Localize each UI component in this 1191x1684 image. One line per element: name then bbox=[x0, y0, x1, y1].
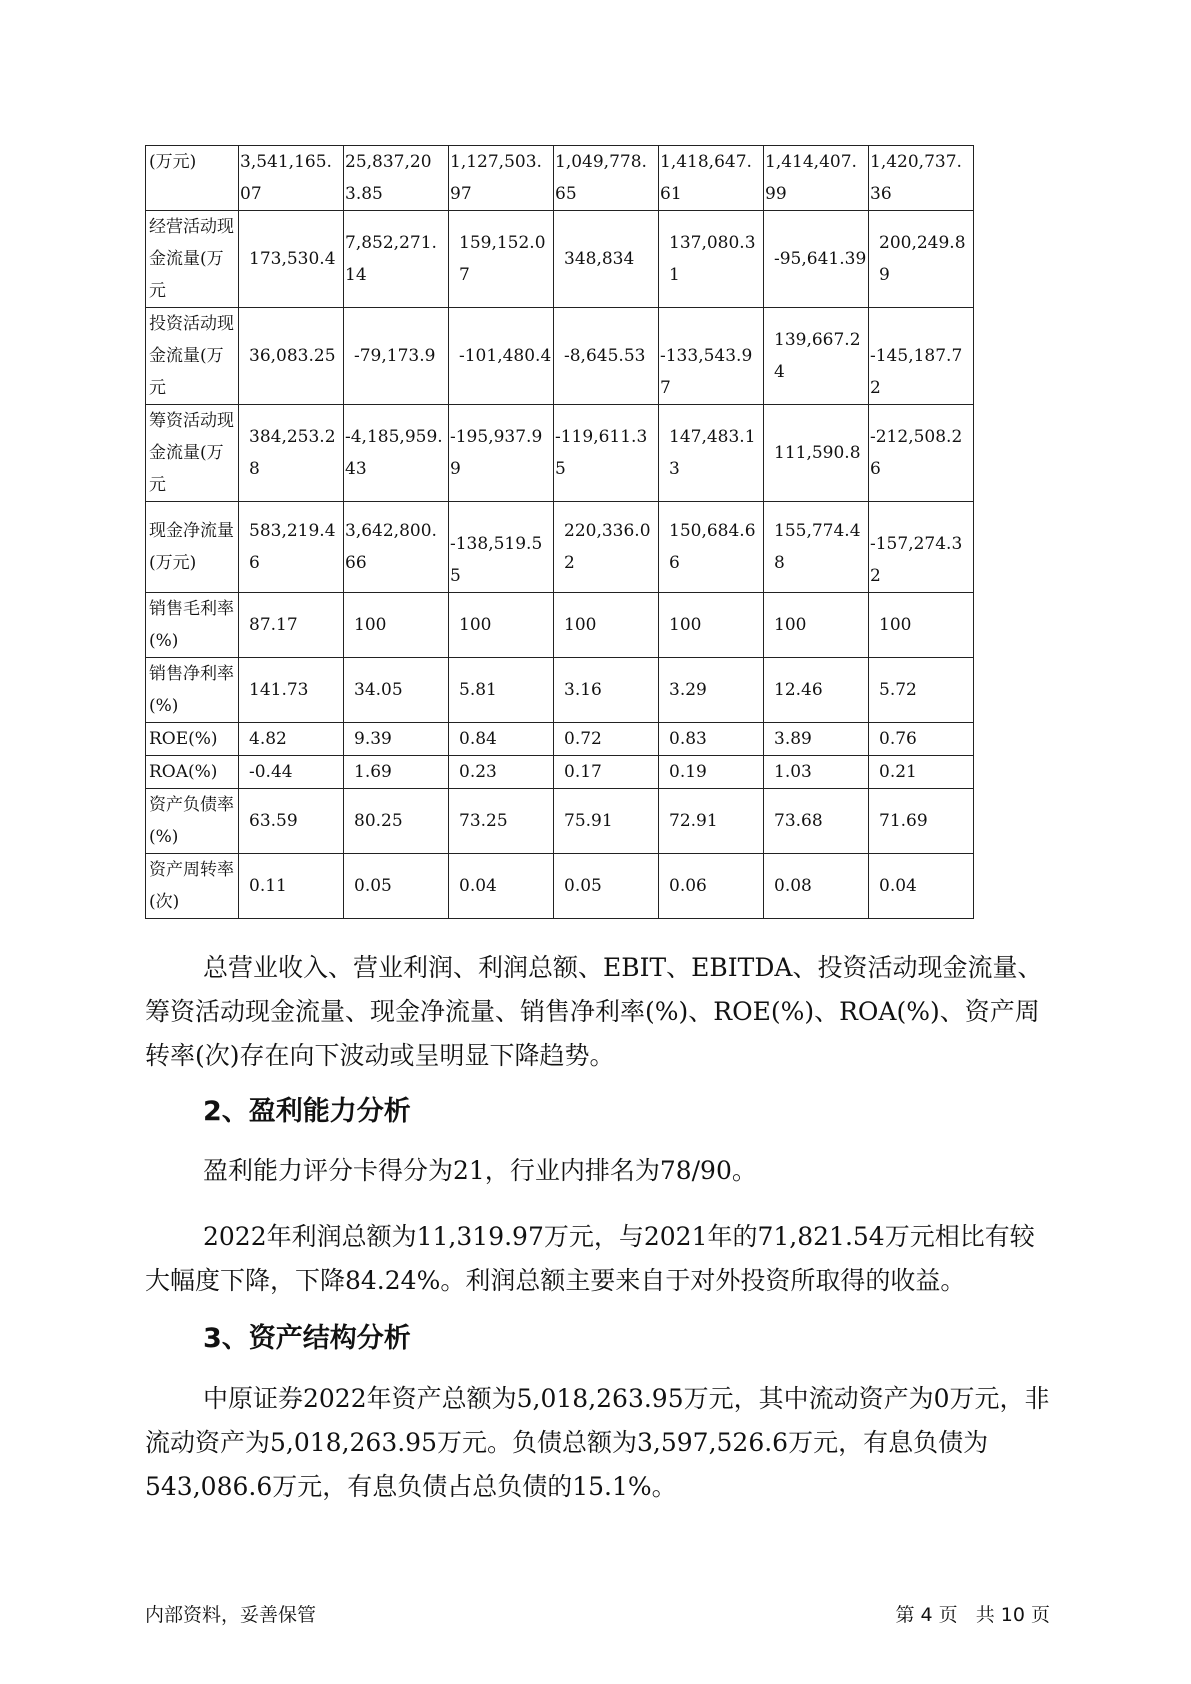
table-cell: -195,937.99 bbox=[449, 405, 554, 502]
table-row bbox=[146, 593, 974, 658]
table-cell: 1,420,737.36 bbox=[869, 146, 974, 211]
table-cell: 4.82 bbox=[239, 723, 344, 756]
table-cell: 72.91 bbox=[659, 789, 764, 854]
asset-detail-paragraph: 中原证券2022年资产总额为5,018,263.95万元，其中流动资产为0万元，非流动资产为5,018,263.95万元。负债总额为3,597,526.6万元，有息负债为543,086.6万元，有息负债占总负债的15.1%。 bbox=[145, 1384, 1050, 1501]
table-cell: 348,834 bbox=[554, 211, 659, 308]
table-cell: 0.83 bbox=[659, 723, 764, 756]
table-cell: 200,249.89 bbox=[869, 211, 974, 308]
table-cell: -79,173.9 bbox=[344, 308, 449, 405]
table-row bbox=[146, 405, 974, 502]
row-label: 筹资活动现金流量(万元 bbox=[146, 405, 239, 502]
row-label: ROA(%) bbox=[146, 756, 239, 789]
table-cell: -4,185,959.43 bbox=[344, 405, 449, 502]
table-cell: 100 bbox=[344, 593, 449, 658]
table-cell: 0.19 bbox=[659, 756, 764, 789]
table-cell: 0.21 bbox=[869, 756, 974, 789]
row-label: 投资活动现金流量(万元 bbox=[146, 308, 239, 405]
row-label: 资产负债率(%) bbox=[146, 789, 239, 854]
table-cell: -8,645.53 bbox=[554, 308, 659, 405]
table-row bbox=[146, 854, 974, 919]
row-label: 销售毛利率(%) bbox=[146, 593, 239, 658]
table-row bbox=[146, 211, 974, 308]
table-cell: 71.69 bbox=[869, 789, 974, 854]
table-cell: 0.05 bbox=[344, 854, 449, 919]
table-cell: 0.08 bbox=[764, 854, 869, 919]
table-cell: -133,543.97 bbox=[659, 308, 764, 405]
table-cell: 384,253.28 bbox=[239, 405, 344, 502]
row-label: ROE(%) bbox=[146, 723, 239, 756]
table-cell: 0.11 bbox=[239, 854, 344, 919]
table-row bbox=[146, 146, 974, 211]
table-cell: 12.46 bbox=[764, 658, 869, 723]
table-cell: 0.76 bbox=[869, 723, 974, 756]
table-cell: 73.68 bbox=[764, 789, 869, 854]
row-label: 现金净流量(万元) bbox=[146, 502, 239, 593]
table-cell: 0.04 bbox=[869, 854, 974, 919]
table-cell: 100 bbox=[554, 593, 659, 658]
table-cell: 141.73 bbox=[239, 658, 344, 723]
table-cell: 5.72 bbox=[869, 658, 974, 723]
table-cell: -0.44 bbox=[239, 756, 344, 789]
table-cell: 583,219.46 bbox=[239, 502, 344, 593]
table-cell: 139,667.24 bbox=[764, 308, 869, 405]
table-cell: -157,274.32 bbox=[869, 502, 974, 593]
table-cell: 1,418,647.61 bbox=[659, 146, 764, 211]
table-cell: 3,541,165.07 bbox=[239, 146, 344, 211]
row-label: (万元) bbox=[146, 146, 239, 211]
table-cell: 25,837,203.85 bbox=[344, 146, 449, 211]
table-cell: 0.17 bbox=[554, 756, 659, 789]
table-cell: 0.72 bbox=[554, 723, 659, 756]
table-cell: 3.16 bbox=[554, 658, 659, 723]
trend-paragraph: 总营业收入、营业利润、利润总额、EBIT、EBITDA、投资活动现金流量、筹资活动现金流量、现金净流量、销售净利率(%)、ROE(%)、ROA(%)、资产周转率(次)存在向下波动或呈明显下降趋势。 bbox=[145, 953, 1043, 1070]
table-cell: 87.17 bbox=[239, 593, 344, 658]
row-label: 销售净利率(%) bbox=[146, 658, 239, 723]
table-row bbox=[146, 658, 974, 723]
table-cell: 7,852,271.14 bbox=[344, 211, 449, 308]
profit-score-paragraph: 盈利能力评分卡得分为21，行业内排名为78/90。 bbox=[203, 1156, 757, 1185]
table-cell: 0.05 bbox=[554, 854, 659, 919]
table-cell: -101,480.4 bbox=[449, 308, 554, 405]
table-cell: 0.84 bbox=[449, 723, 554, 756]
table-cell: 1,049,778.65 bbox=[554, 146, 659, 211]
table-cell: 100 bbox=[659, 593, 764, 658]
table-cell: 147,483.13 bbox=[659, 405, 764, 502]
table-cell: 159,152.07 bbox=[449, 211, 554, 308]
table-cell: 0.23 bbox=[449, 756, 554, 789]
table-row bbox=[146, 308, 974, 405]
table-cell: 150,684.66 bbox=[659, 502, 764, 593]
table-cell: 100 bbox=[449, 593, 554, 658]
table-cell: -138,519.55 bbox=[449, 502, 554, 593]
table-cell: 73.25 bbox=[449, 789, 554, 854]
table-cell: 173,530.4 bbox=[239, 211, 344, 308]
footer-confidential-note: 内部资料，妥善保管 bbox=[145, 1604, 317, 1626]
table-cell: 3,642,800.66 bbox=[344, 502, 449, 593]
table-cell: 80.25 bbox=[344, 789, 449, 854]
table-cell: 3.29 bbox=[659, 658, 764, 723]
table-cell: 1,127,503.97 bbox=[449, 146, 554, 211]
table-cell: 1.03 bbox=[764, 756, 869, 789]
row-label: 资产周转率(次) bbox=[146, 854, 239, 919]
table-cell: -212,508.26 bbox=[869, 405, 974, 502]
table-cell: 100 bbox=[764, 593, 869, 658]
table-cell: 137,080.31 bbox=[659, 211, 764, 308]
table-cell: 75.91 bbox=[554, 789, 659, 854]
table-row bbox=[146, 789, 974, 854]
table-cell: 220,336.02 bbox=[554, 502, 659, 593]
financial-indicators-table bbox=[145, 145, 974, 919]
table-row bbox=[146, 723, 974, 756]
table-row bbox=[146, 502, 974, 593]
table-cell: 155,774.48 bbox=[764, 502, 869, 593]
section-heading-profitability: 2、盈利能力分析 bbox=[203, 1096, 411, 1127]
table-cell: 3.89 bbox=[764, 723, 869, 756]
row-label: 经营活动现金流量(万元 bbox=[146, 211, 239, 308]
table-cell: -145,187.72 bbox=[869, 308, 974, 405]
table-cell: 0.06 bbox=[659, 854, 764, 919]
table-cell: -119,611.35 bbox=[554, 405, 659, 502]
table-cell: 9.39 bbox=[344, 723, 449, 756]
profit-detail-paragraph: 2022年利润总额为11,319.97万元，与2021年的71,821.54万元相比有较大幅度下降，下降84.24%。利润总额主要来自于对外投资所取得的收益。 bbox=[145, 1222, 1035, 1295]
table-cell: 36,083.25 bbox=[239, 308, 344, 405]
table-cell: 100 bbox=[869, 593, 974, 658]
table-cell: 34.05 bbox=[344, 658, 449, 723]
table-row bbox=[146, 756, 974, 789]
table-cell: 5.81 bbox=[449, 658, 554, 723]
table-cell: 0.04 bbox=[449, 854, 554, 919]
table-cell: 63.59 bbox=[239, 789, 344, 854]
table-cell: 1.69 bbox=[344, 756, 449, 789]
footer-page-number: 第 4 页 共 10 页 bbox=[895, 1604, 1050, 1626]
table-cell: 111,590.8 bbox=[764, 405, 869, 502]
table-cell: 1,414,407.99 bbox=[764, 146, 869, 211]
table-cell: -95,641.39 bbox=[764, 211, 869, 308]
section-heading-asset-structure: 3、资产结构分析 bbox=[203, 1323, 411, 1354]
